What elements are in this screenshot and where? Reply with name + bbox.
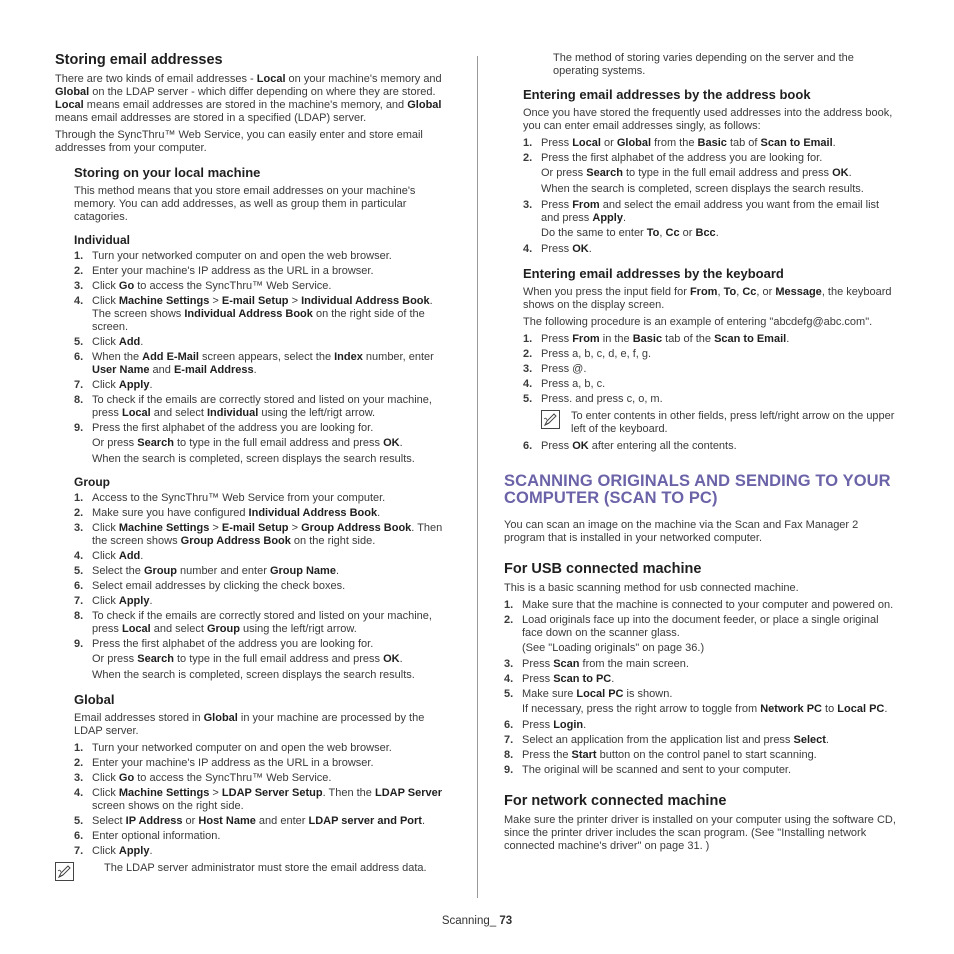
step-item [74,351,450,377]
step-number: 6. [74,830,84,842]
step-text: Press. and press c, o, m. [541,393,663,405]
step-number: 7. [74,845,84,857]
step-item [523,137,899,150]
step-text: Press From in the Basic tab of the Scan to Email. [541,333,790,345]
step-number: 5. [504,688,514,700]
step-item [74,265,450,278]
step-text: Press OK after entering all the contents. [541,440,737,452]
step-number: 2. [523,348,533,360]
keyboard-step-6 [523,440,899,453]
step-continuation: Or press Search to type in the full email address and press OK. [92,653,403,665]
step-item [523,152,899,165]
step-item [504,599,899,612]
step-number: 4. [523,378,533,390]
step-number: 5. [74,815,84,827]
step-continuation: When the search is completed, screen displays the search results. [92,669,415,681]
step-text: Select the Group number and enter Group Name. [92,565,340,577]
step-text: Click Machine Settings > LDAP Server Setup. Then the LDAP Server screen shows on the right side. [92,787,443,812]
step-number: 3. [74,280,84,292]
step-number: 4. [74,295,84,307]
address-book-text: Once you have stored the frequently used addresses into the address book, you can enter email addresses singly, as follows: [523,107,893,132]
storing-intro: There are two kinds of email addresses - Local on your machine's memory and Global on the LDAP server - which differ depending on where they are stored. Local means email addresses are stored in the machine's memory, and Global means email addresses are stored in a specified (LDAP) server. [55,73,442,124]
step-item [74,595,450,608]
note-pencil-icon [55,862,74,881]
step-text: Press @. [541,363,587,375]
step-text: Press a, b, c, d, e, f, g. [541,348,652,360]
step-number: 1. [74,742,84,754]
step-item [523,348,899,361]
step-number: 2. [74,757,84,769]
left-column [55,52,450,888]
step-number: 5. [74,336,84,348]
step-number: 3. [523,199,533,211]
step-number: 1. [74,492,84,504]
step-item [74,522,450,548]
global-text: Email addresses stored in Global in your machine are processed by the LDAP server. [74,712,425,737]
local-machine-text: This method means that you store email addresses on your machine's memory. You can add addresses, as well as group them in particular catagories. [74,185,416,223]
step-number: 4. [74,550,84,562]
step-item [74,845,450,858]
step-item [74,815,450,828]
step-number: 2. [74,265,84,277]
step-number: 4. [504,673,514,685]
storing-intro-2: Through the SyncThru™ Web Service, you can easily enter and store email addresses from your computer. [55,129,423,154]
step-continuation: If necessary, press the right arrow to toggle from Network PC to Local PC. [522,703,888,715]
step-item [74,830,450,843]
step-number: 6. [504,719,514,731]
global-title: Global [74,692,115,707]
global-steps [74,742,450,858]
individual-steps [74,250,450,466]
step-text: Make sure that the machine is connected to your computer and powered on. [522,599,894,611]
scan-to-pc-heading: SCANNING ORIGINALS AND SENDING TO YOUR COMPUTER (SCAN TO PC) [504,472,891,507]
keyboard-text: When you press the input field for From, To, Cc, or Message, the keyboard shows on the display screen. [523,286,892,311]
step-number: 7. [504,734,514,746]
step-item [523,199,899,225]
step-text: The original will be scanned and sent to your computer. [522,764,792,776]
note-pencil-icon [541,410,560,429]
step-text: Select email addresses by clicking the check boxes. [92,580,346,592]
step-item [504,734,899,747]
footer-label: Scanning_ [441,915,500,927]
step-number: 6. [74,351,84,363]
step-item [74,250,450,263]
page-footer [0,915,954,927]
storing-method-note: The method of storing varies depending on the server and the operating systems. [553,52,854,77]
step-continuation: When the search is completed, screen displays the search results. [541,183,864,195]
step-item [74,394,450,420]
step-number: 3. [74,522,84,534]
step-text: Press Scan to PC. [522,673,615,685]
step-number: 8. [74,394,84,406]
usb-steps [504,599,899,777]
step-text: Press the first alphabet of the address you are looking for. [92,422,374,434]
address-book-steps [523,137,899,256]
step-text: Click Apply. [92,379,153,391]
keyboard-note-text: To enter contents in other fields, press left/right arrow on the upper left of the keyboard. [571,410,895,435]
step-text: Press the first alphabet of the address you are looking for. [541,152,823,164]
step-text: Make sure you have configured Individual Address Book. [92,507,381,519]
step-text: Click Machine Settings > E-mail Setup > Individual Address Book. The screen shows Individual Address Book on the right side of the screen. [92,295,433,333]
step-item [504,719,899,732]
step-item [74,638,450,651]
column-divider [477,56,478,898]
step-number: 8. [74,610,84,622]
step-text: Click Go to access the SyncThru™ Web Service. [92,280,332,292]
step-text: Press OK. [541,243,592,255]
group-title: Group [74,475,110,489]
step-number: 1. [523,333,533,345]
scan-to-pc-text: You can scan an image on the machine via the Scan and Fax Manager 2 program that is installed in your networked computer. [504,519,859,544]
step-item [523,393,899,406]
step-item [504,688,899,701]
step-text: To check if the emails are correctly stored and listed on your machine, press Local and select Individual using the left/rigt arrow. [92,394,432,419]
step-text: Turn your networked computer on and open the web browser. [92,742,392,754]
group-steps [74,492,450,682]
step-text: Make sure Local PC is shown. [522,688,673,700]
keyboard-example: The following procedure is an example of entering "abcdefg@abc.com". [523,316,873,328]
ldap-note-text: The LDAP server administrator must store the email address data. [104,862,427,874]
step-number: 4. [523,243,533,255]
step-continuation: Do the same to enter To, Cc or Bcc. [541,227,719,239]
step-text: Access to the SyncThru™ Web Service from your computer. [92,492,386,504]
step-text: Enter optional information. [92,830,221,842]
step-text: Click Add. [92,336,144,348]
step-text: Turn your networked computer on and open the web browser. [92,250,392,262]
step-text: Click Apply. [92,595,153,607]
step-text: Press Login. [522,719,587,731]
step-text: Click Apply. [92,845,153,857]
step-text: Select an application from the application list and press Select. [522,734,829,746]
step-number: 7. [74,595,84,607]
step-number: 5. [74,565,84,577]
storing-email-title: Storing email addresses [55,52,223,68]
keyboard-steps [523,333,899,406]
step-text: Press a, b, c. [541,378,606,390]
step-number: 2. [523,152,533,164]
step-text: Enter your machine's IP address as the URL in a browser. [92,265,374,277]
step-item [504,614,899,640]
step-item [74,757,450,770]
keyboard-note [541,410,899,436]
step-text: Click Add. [92,550,144,562]
step-item [523,378,899,391]
step-item [74,422,450,435]
step-item [504,673,899,686]
step-continuation: Or press Search to type in the full email address and press OK. [541,167,852,179]
step-text: Press From and select the email address you want from the email list and press Apply. [541,199,880,224]
step-text: Enter your machine's IP address as the URL in a browser. [92,757,374,769]
step-number: 9. [74,638,84,650]
step-item [523,243,899,256]
step-item [504,658,899,671]
step-number: 1. [504,599,514,611]
usb-text: This is a basic scanning method for usb connected machine. [504,582,799,594]
network-text: Make sure the printer driver is installed on your computer using the software CD, since the printer driver includes the scan program. (See "Installing network connected machine's driver" on page 31. ) [504,814,896,852]
step-number: 4. [74,787,84,799]
usb-title: For USB connected machine [504,561,702,577]
step-text: Press the Start button on the control panel to start scanning. [522,749,817,761]
step-text: To check if the emails are correctly stored and listed on your machine, press Local and select Group using the left/rigt arrow. [92,610,432,635]
step-text: Press the first alphabet of the address you are looking for. [92,638,374,650]
step-text: Click Go to access the SyncThru™ Web Service. [92,772,332,784]
right-column [504,52,899,857]
address-book-title: Entering email addresses by the address book [523,87,811,102]
step-item [504,764,899,777]
step-number: 9. [74,422,84,434]
step-item [74,295,450,334]
step-item [74,379,450,392]
step-continuation: Or press Search to type in the full email address and press OK. [92,437,403,449]
step-number: 9. [504,764,514,776]
step-number: 6. [523,440,533,452]
step-text: Click Machine Settings > E-mail Setup > Group Address Book. Then the screen shows Group Address Book on the right side. [92,522,443,547]
step-number: 1. [74,250,84,262]
page-number: 73 [499,915,513,927]
step-number: 6. [74,580,84,592]
step-number: 7. [74,379,84,391]
step-text: Press Local or Global from the Basic tab of Scan to Email. [541,137,836,149]
step-item [504,749,899,762]
step-item [523,333,899,346]
step-item [74,772,450,785]
local-machine-title: Storing on your local machine [74,165,261,180]
step-item [523,363,899,376]
step-number: 1. [523,137,533,149]
individual-title: Individual [74,233,131,247]
step-number: 2. [74,507,84,519]
step-item [74,492,450,505]
step-item [74,742,450,755]
step-number: 2. [504,614,514,626]
step-continuation: When the search is completed, screen displays the search results. [92,453,415,465]
step-number: 3. [523,363,533,375]
network-title: For network connected machine [504,793,727,809]
step-number: 5. [523,393,533,405]
step-text: When the Add E-Mail screen appears, select the Index number, enter User Name and E-mail Address. [92,351,434,376]
step-number: 8. [504,749,514,761]
step-item [74,550,450,563]
ldap-note [55,862,450,884]
keyboard-title: Entering email addresses by the keyboard [523,266,784,281]
step-text: Load originals face up into the document feeder, or place a single original face down on the scanner glass. [522,614,879,639]
step-continuation: (See "Loading originals" on page 36.) [522,642,705,654]
step-item [74,610,450,636]
step-text: Press Scan from the main screen. [522,658,689,670]
step-item [74,580,450,593]
step-item [74,336,450,349]
step-number: 3. [74,772,84,784]
step-item [74,507,450,520]
step-number: 3. [504,658,514,670]
step-item [74,787,450,813]
step-item [74,280,450,293]
step-item [74,565,450,578]
step-text: Select IP Address or Host Name and enter LDAP server and Port. [92,815,426,827]
